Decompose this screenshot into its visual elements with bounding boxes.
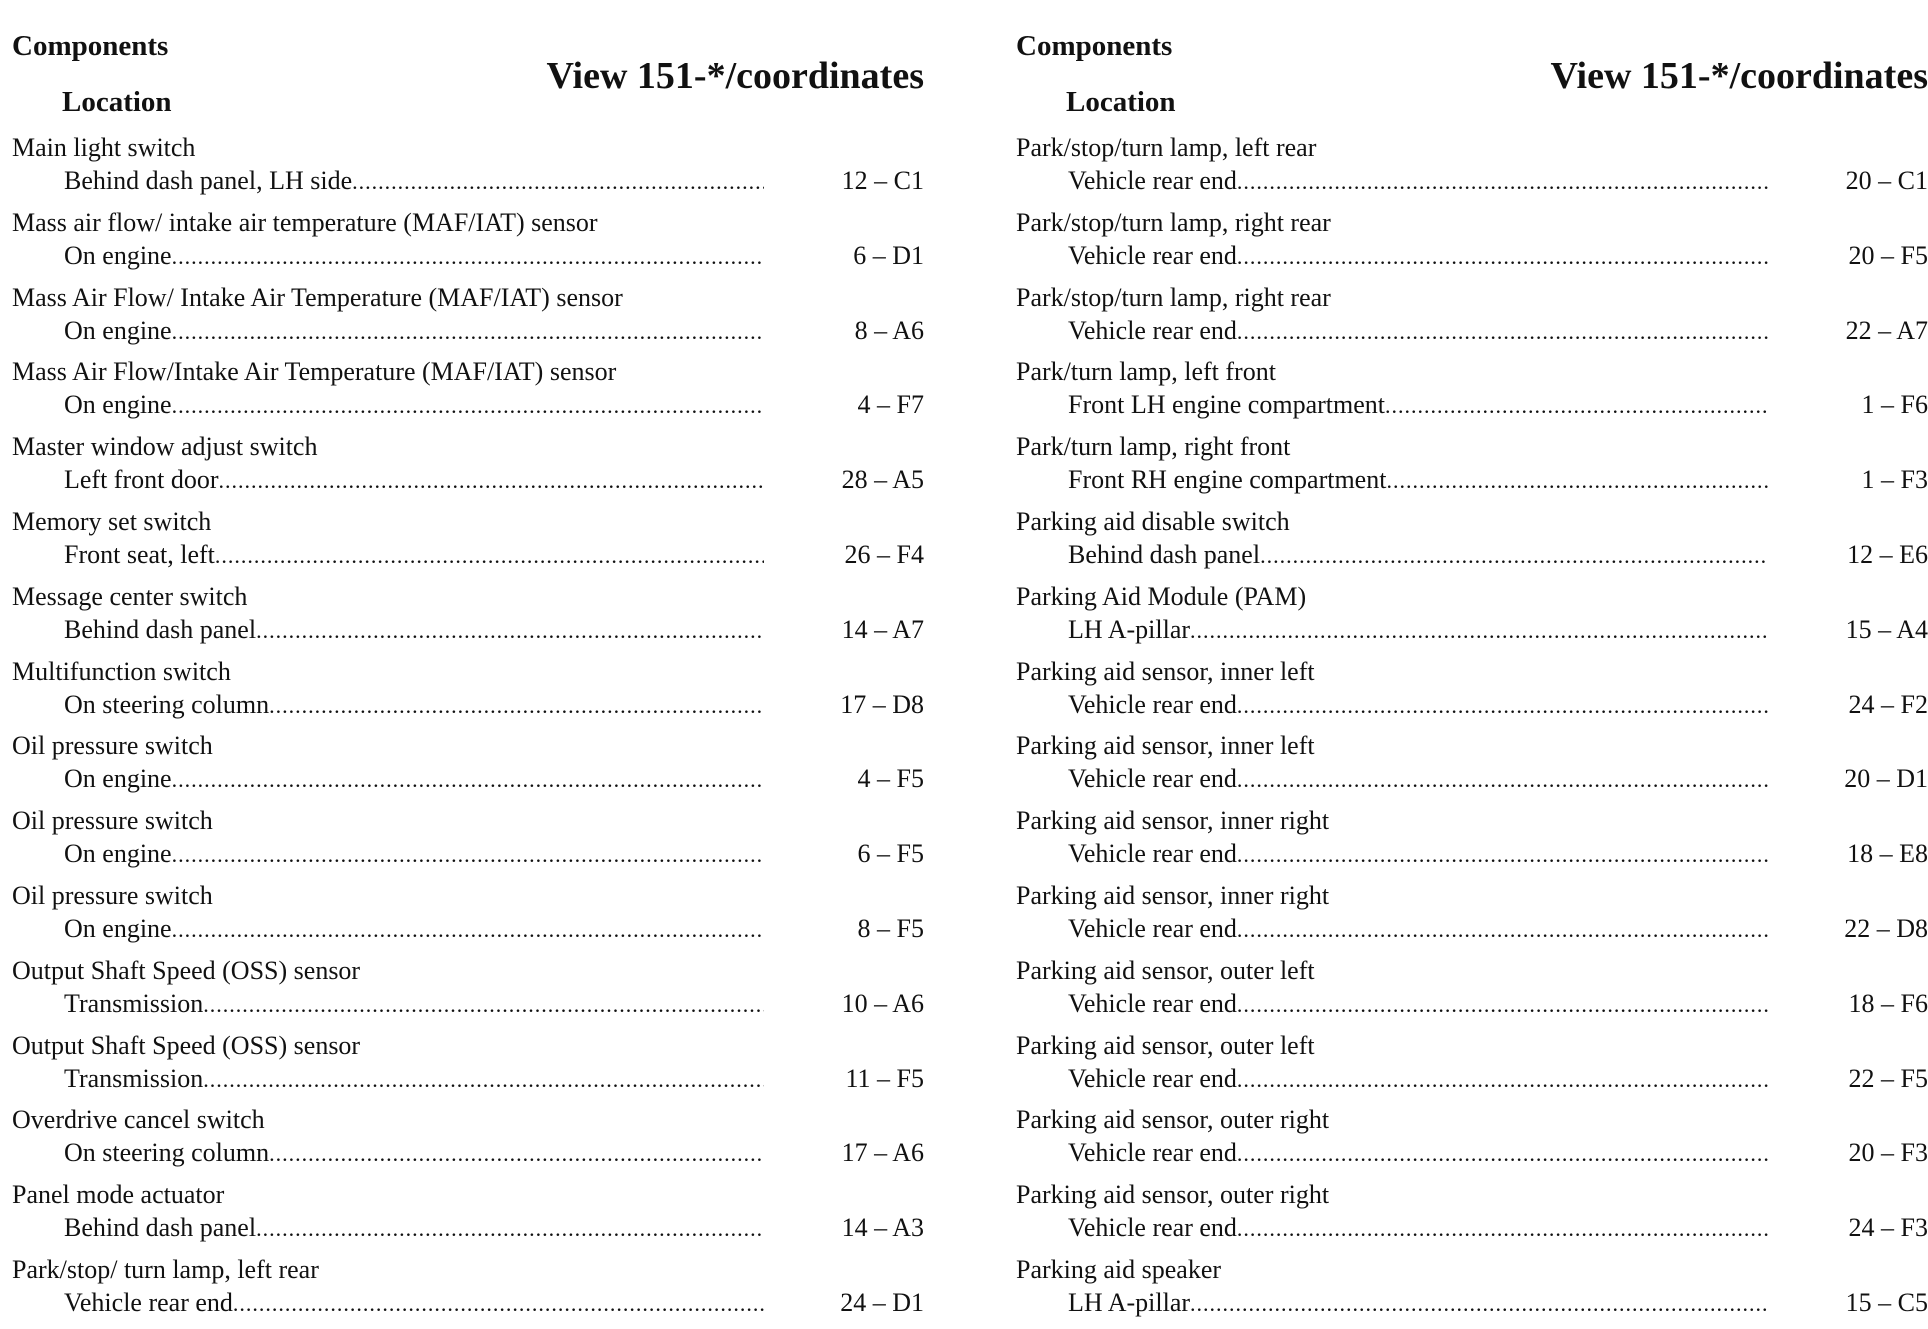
location-heading: Location [62,86,172,118]
component-location: Vehicle rear end [1068,1213,1237,1243]
view-coordinate: 14 – A7 [841,614,924,644]
component-name: Parking aid sensor, inner left [1016,731,1315,761]
location-row [1068,1063,1768,1095]
location-row [1068,464,1768,496]
list-item [12,656,924,731]
component-location: Vehicle rear end [1068,1138,1237,1168]
list-item [12,356,924,431]
list-item [12,730,924,805]
view-coordinate: 22 – D8 [1844,913,1928,943]
view-coordinate: 28 – A5 [841,465,924,495]
list-item [1016,656,1928,731]
dot-leader [269,690,764,721]
component-location: Vehicle rear end [64,1287,233,1317]
dot-leader [256,615,764,646]
view-coordinate: 20 – F3 [1848,1138,1928,1168]
view-coordinate: 1 – F6 [1861,390,1928,420]
list-item [1016,431,1928,506]
dot-leader [233,1288,764,1319]
list-item [12,1254,924,1329]
component-name: Panel mode actuator [12,1180,225,1210]
view-coordinate: 10 – A6 [841,988,924,1018]
component-list [1016,132,1928,1329]
component-name: Park/stop/turn lamp, left rear [1016,133,1317,162]
component-location: Behind dash panel [64,1213,257,1243]
list-item [1016,581,1928,656]
dot-leader [1237,316,1768,347]
view-coordinate: 22 – A7 [1845,315,1928,345]
location-row [1068,1287,1768,1319]
view-coordinate: 4 – F7 [857,390,924,420]
list-item [12,431,924,506]
components-heading: Components [1016,30,1173,62]
list-item [1016,1104,1928,1179]
component-location: Vehicle rear end [1068,240,1237,270]
component-name: Parking aid sensor, inner right [1016,880,1330,910]
location-row [1068,763,1768,795]
dot-leader [1190,1288,1768,1319]
list-item [1016,356,1928,431]
view-coordinate: 4 – F5 [857,764,924,794]
dot-leader [1237,764,1768,795]
component-location: Behind dash panel, LH side [64,166,353,195]
component-location: Vehicle rear end [1068,315,1237,345]
dot-leader [1386,465,1768,496]
dot-leader [1237,1213,1768,1244]
component-list [12,132,924,1329]
view-coordinate: 22 – F5 [1848,1063,1928,1093]
component-name: Park/stop/turn lamp, right rear [1016,207,1331,237]
component-location: Front seat, left [64,539,215,569]
component-location: Left front door [64,465,219,495]
list-item [12,1179,924,1254]
dot-leader [1237,166,1768,197]
view-coordinate: 20 – C1 [1845,166,1928,195]
location-row [64,315,764,347]
component-location: Transmission [64,988,204,1018]
component-name: Parking aid disable switch [1016,506,1290,536]
location-row [64,913,764,945]
component-name: Mass Air Flow/ Intake Air Temperature (MAF/IAT) sensor [12,282,623,312]
location-row [1068,689,1768,721]
list-item [12,805,924,880]
location-row [1068,838,1768,870]
view-coordinate: 8 – A6 [854,315,924,345]
component-location: On steering column [64,689,270,719]
dot-leader [269,1138,764,1169]
list-item [1016,1254,1928,1329]
dot-leader [1237,989,1768,1020]
view-coordinate: 14 – A3 [841,1213,924,1243]
component-location: Behind dash panel [64,614,257,644]
component-location: Vehicle rear end [1068,689,1237,719]
component-name: Memory set switch [12,506,212,536]
component-name: Multifunction switch [12,656,231,686]
component-location: Vehicle rear end [1068,764,1237,794]
component-location: On engine [64,315,172,345]
component-name: Parking aid sensor, inner left [1016,656,1315,686]
location-row [64,1063,764,1095]
component-name: Parking aid sensor, outer right [1016,1180,1330,1210]
component-name: Park/turn lamp, left front [1016,357,1276,387]
dot-leader [172,839,764,870]
component-name: Parking Aid Module (PAM) [1016,581,1307,611]
view-coordinate: 17 – A6 [841,1138,924,1168]
component-name: Mass air flow/ intake air temperature (MAF/IAT) sensor [12,207,598,237]
view-coordinate: 18 – E8 [1847,839,1928,869]
component-name: Message center switch [12,581,248,611]
location-row [64,389,764,421]
list-item [12,207,924,282]
location-heading: Location [1066,86,1176,118]
location-row [1068,539,1768,571]
components-heading: Components [12,30,169,62]
component-name: Parking aid sensor, outer left [1016,1030,1315,1060]
dot-leader [203,1064,764,1095]
component-location: Behind dash panel [1068,539,1261,569]
dot-leader [1237,1064,1768,1095]
list-item [1016,282,1928,357]
list-item [1016,207,1928,282]
component-location: Vehicle rear end [1068,988,1237,1018]
component-name: Park/turn lamp, right front [1016,432,1291,462]
view-coordinate: 6 – D1 [853,240,924,270]
list-item [12,1030,924,1105]
view-coordinate: 24 – D1 [840,1287,924,1317]
list-item [12,282,924,357]
view-coordinate: 24 – F2 [1848,689,1928,719]
component-name: Output Shaft Speed (OSS) sensor [12,1030,361,1060]
dot-leader [1237,690,1768,721]
component-name: Main light switch [12,133,196,162]
view-coordinate: 8 – F5 [857,913,924,943]
component-name: Park/stop/turn lamp, right rear [1016,282,1331,312]
component-location: Vehicle rear end [1068,913,1237,943]
component-location: Vehicle rear end [1068,1063,1237,1093]
component-location: LH A-pillar [1068,614,1191,644]
view-coordinate: 1 – F3 [1861,465,1928,495]
location-row [64,988,764,1020]
view-coordinate: 12 – C1 [841,166,924,195]
component-name: Mass Air Flow/Intake Air Temperature (MAF/IAT) sensor [12,357,617,387]
list-item [12,1104,924,1179]
view-coordinate: 17 – D8 [840,689,924,719]
dot-leader [172,764,764,795]
component-location: On engine [64,240,172,270]
list-item [1016,955,1928,1030]
component-name: Overdrive cancel switch [12,1105,265,1135]
location-row [1068,1212,1768,1244]
list-item [1016,1179,1928,1254]
dot-leader [1190,615,1768,646]
location-row [1068,913,1768,945]
view-coordinate: 20 – D1 [1844,764,1928,794]
component-location: On engine [64,839,172,869]
component-name: Master window adjust switch [12,432,318,462]
list-item [1016,132,1928,207]
location-row [64,689,764,721]
dot-leader [172,390,764,421]
view-coordinate: 20 – F5 [1848,240,1928,270]
component-name: Parking aid speaker [1016,1254,1222,1284]
location-row [64,165,764,197]
list-item [1016,1030,1928,1105]
list-item [12,955,924,1030]
location-row [64,614,764,646]
component-name: Park/stop/ turn lamp, left rear [12,1254,319,1284]
component-location: LH A-pillar [1068,1287,1191,1317]
component-name: Oil pressure switch [12,880,213,910]
list-item [1016,506,1928,581]
component-name: Oil pressure switch [12,806,213,836]
list-item [12,880,924,955]
component-location: Transmission [64,1063,204,1093]
view-coordinate: 11 – F5 [845,1063,924,1093]
dot-leader [203,989,764,1020]
dot-leader [172,241,764,272]
component-name: Parking aid sensor, inner right [1016,806,1330,836]
dot-leader [1237,241,1768,272]
component-location: On engine [64,390,172,420]
dot-leader [1237,914,1768,945]
dot-leader [256,1213,764,1244]
location-row [64,240,764,272]
location-row [64,838,764,870]
view-coordinate: 15 – C5 [1845,1287,1928,1317]
dot-leader [172,316,764,347]
view-coordinates-heading: View 151-*/coordinates [1550,55,1928,97]
dot-leader [219,465,764,496]
dot-leader [352,166,764,197]
location-row [64,464,764,496]
dot-leader [215,540,764,571]
view-coordinate: 24 – F3 [1848,1213,1928,1243]
component-location: On engine [64,764,172,794]
list-item [12,506,924,581]
component-name: Parking aid sensor, outer right [1016,1105,1330,1135]
dot-leader [1237,839,1768,870]
location-row [1068,315,1768,347]
component-location: On steering column [64,1138,270,1168]
location-row [1068,988,1768,1020]
list-item [12,132,924,207]
component-location: Vehicle rear end [1068,166,1237,195]
view-coordinate: 15 – A4 [1845,614,1928,644]
component-name: Output Shaft Speed (OSS) sensor [12,955,361,985]
list-item [1016,805,1928,880]
component-location: Vehicle rear end [1068,839,1237,869]
location-row [64,1137,764,1169]
view-coordinate: 12 – E6 [1847,539,1928,569]
list-item [12,581,924,656]
component-name: Parking aid sensor, outer left [1016,955,1315,985]
location-row [64,1287,764,1319]
location-row [1068,165,1768,197]
view-coordinate: 6 – F5 [857,839,924,869]
view-coordinate: 18 – F6 [1848,988,1928,1018]
location-row [1068,240,1768,272]
list-item [1016,880,1928,955]
component-location: On engine [64,913,172,943]
location-row [64,539,764,571]
dot-leader [1260,540,1768,571]
location-row [1068,389,1768,421]
component-location: Front LH engine compartment [1068,390,1385,420]
dot-leader [172,914,764,945]
dot-leader [1237,1138,1768,1169]
dot-leader [1385,390,1768,421]
location-row [64,1212,764,1244]
location-row [1068,1137,1768,1169]
view-coordinates-heading: View 151-*/coordinates [546,55,924,97]
component-name: Oil pressure switch [12,731,213,761]
location-row [64,763,764,795]
view-coordinate: 26 – F4 [844,539,924,569]
location-row [1068,614,1768,646]
component-location: Front RH engine compartment [1068,465,1387,495]
list-item [1016,730,1928,805]
